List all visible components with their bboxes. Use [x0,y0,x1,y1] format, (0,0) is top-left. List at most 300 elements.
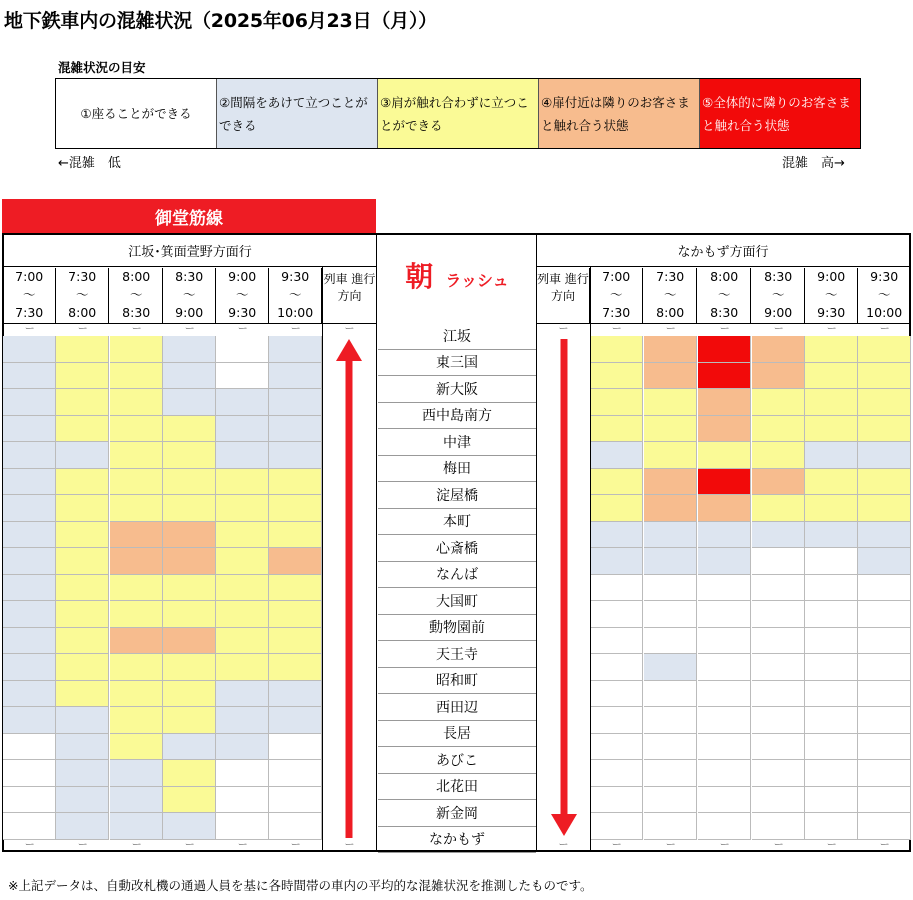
time-slot-header-right: 9:30 ～ 10:00 [858,268,911,324]
congestion-cell-left [110,681,163,708]
congestion-cell-left [269,389,322,416]
station-name: なんば [378,562,536,589]
congestion-cell-right [805,548,858,575]
congestion-cell-right [590,760,643,787]
congestion-cell-right [698,601,751,628]
congestion-cell-left [216,575,269,602]
congestion-cell-left [56,389,109,416]
train-direction-header-right: 列車 進行 方向 [537,268,590,324]
congestion-cell-left [3,522,56,549]
congestion-cell-right [698,336,751,363]
congestion-cell-left [110,363,163,390]
congestion-cell-left [216,734,269,761]
congestion-cell-right [858,734,911,761]
congestion-cell-left [110,628,163,655]
congestion-cell-left [3,760,56,787]
divider [376,233,377,852]
congestion-cell-left [269,575,322,602]
congestion-cell-left [56,442,109,469]
congestion-cell-right [858,654,911,681]
station-name: 西中島南方 [378,403,536,430]
congestion-cell-right [805,681,858,708]
congestion-cell-right [858,760,911,787]
page-title: 地下鉄車内の混雑状況（2025年06月23日（月）） [4,10,438,32]
congestion-cell-right [698,548,751,575]
station-name: 昭和町 [378,668,536,695]
congestion-cell-left [56,760,109,787]
dash-mark: ー [77,840,88,851]
congestion-cell-right [644,760,697,787]
dash-mark: ー [184,324,195,335]
congestion-cell-right [805,654,858,681]
congestion-cell-left [269,734,322,761]
congestion-cell-left [269,495,322,522]
congestion-cell-right [858,469,911,496]
congestion-cell-left [269,707,322,734]
congestion-cell-left [216,601,269,628]
congestion-cell-right [805,363,858,390]
congestion-cell-right [858,442,911,469]
dash-mark: ー [611,840,622,851]
congestion-cell-left [216,654,269,681]
congestion-cell-right [644,389,697,416]
congestion-cell-left [163,707,216,734]
congestion-cell-left [110,416,163,443]
congestion-cell-right [698,469,751,496]
congestion-cell-right [858,522,911,549]
congestion-cell-right [590,363,643,390]
station-name: 大国町 [378,588,536,615]
congestion-cell-right [590,495,643,522]
congestion-cell-right [805,760,858,787]
congestion-cell-right [858,813,911,840]
congestion-cell-right [752,469,805,496]
station-name: 中津 [378,429,536,456]
station-name: 天王寺 [378,641,536,668]
congestion-cell-left [163,442,216,469]
dash-mark: ー [184,840,195,851]
station-name: 新大阪 [378,376,536,403]
congestion-cell-right [858,495,911,522]
station-name: 新金岡 [378,800,536,827]
dash-mark: ー [131,840,142,851]
dash-mark: ー [826,840,837,851]
time-slot-header-right: 7:00 ～ 7:30 [590,268,643,324]
congestion-cell-right [590,575,643,602]
congestion-cell-left [163,469,216,496]
congestion-cell-left [216,469,269,496]
congestion-cell-left [269,442,322,469]
congestion-cell-left [3,681,56,708]
congestion-cell-right [644,813,697,840]
congestion-cell-right [698,734,751,761]
congestion-cell-left [110,389,163,416]
congestion-cell-left [56,363,109,390]
congestion-cell-right [590,813,643,840]
congestion-cell-left [216,787,269,814]
congestion-cell-right [858,575,911,602]
congestion-cell-left [56,495,109,522]
congestion-cell-left [163,522,216,549]
congestion-cell-right [698,442,751,469]
legend-level-2: ②間隔をあけて立つことができる [217,79,378,148]
congestion-cell-right [644,734,697,761]
congestion-cell-right [858,707,911,734]
congestion-cell-right [752,813,805,840]
congestion-cell-right [644,469,697,496]
congestion-cell-right [590,787,643,814]
dash-mark: ー [665,324,676,335]
congestion-cell-left [56,734,109,761]
congestion-cell-right [698,416,751,443]
congestion-cell-left [3,813,56,840]
congestion-cell-left [216,389,269,416]
time-slot-header-right: 8:00 ～ 8:30 [698,268,751,324]
time-slot-header-left: 9:00 ～ 9:30 [216,268,269,324]
congestion-cell-right [644,548,697,575]
dash-mark: ー [344,840,355,851]
congestion-cell-left [163,813,216,840]
congestion-cell-right [805,522,858,549]
congestion-cell-right [752,601,805,628]
congestion-cell-left [56,787,109,814]
congestion-cell-right [858,416,911,443]
congestion-cell-right [752,522,805,549]
congestion-cell-left [269,336,322,363]
dash-mark: ー [879,324,890,335]
congestion-cell-right [752,495,805,522]
congestion-cell-right [858,681,911,708]
congestion-cell-left [163,787,216,814]
time-slot-header-left: 8:00 ～ 8:30 [110,268,163,324]
congestion-cell-right [644,601,697,628]
congestion-cell-left [269,760,322,787]
train-direction-arrow-up [335,339,363,838]
congestion-cell-right [698,389,751,416]
congestion-cell-right [752,654,805,681]
congestion-cell-left [3,628,56,655]
time-slot-header-right: 8:30 ～ 9:00 [752,268,805,324]
congestion-cell-right [644,363,697,390]
congestion-cell-right [805,734,858,761]
congestion-cell-left [269,787,322,814]
station-name: 本町 [378,509,536,536]
congestion-cell-left [269,469,322,496]
congestion-cell-left [56,575,109,602]
congestion-cell-right [590,469,643,496]
dash-mark: ー [665,840,676,851]
congestion-cell-left [216,363,269,390]
congestion-cell-right [644,575,697,602]
congestion-cell-left [110,787,163,814]
dash-mark: ー [131,324,142,335]
congestion-cell-right [858,628,911,655]
congestion-cell-left [163,575,216,602]
congestion-cell-left [56,707,109,734]
congestion-cell-left [269,813,322,840]
congestion-cell-left [163,389,216,416]
congestion-cell-left [3,601,56,628]
congestion-cell-right [590,707,643,734]
congestion-cell-right [805,813,858,840]
congestion-cell-left [163,336,216,363]
dash-mark: ー [879,840,890,851]
congestion-cell-left [216,548,269,575]
congestion-cell-left [56,628,109,655]
congestion-cell-left [56,548,109,575]
congestion-cell-right [752,442,805,469]
congestion-cell-right [698,575,751,602]
train-direction-header-left: 列車 進行 方向 [323,272,376,303]
congestion-cell-left [269,548,322,575]
dash-mark: ー [719,840,730,851]
congestion-cell-left [3,469,56,496]
congestion-cell-left [56,654,109,681]
congestion-cell-left [110,575,163,602]
congestion-cell-left [3,787,56,814]
time-slot-header-left: 7:30 ～ 8:00 [56,268,109,324]
congestion-cell-right [858,548,911,575]
congestion-cell-right [698,813,751,840]
congestion-cell-left [269,628,322,655]
congestion-cell-left [216,707,269,734]
rush-label [378,255,536,299]
congestion-cell-left [163,416,216,443]
congestion-cell-right [590,389,643,416]
station-name: 江坂 [378,323,536,350]
congestion-cell-right [752,416,805,443]
congestion-cell-right [698,681,751,708]
rush-sub: ラッシュ [445,271,509,290]
congestion-cell-left [110,495,163,522]
congestion-cell-left [110,813,163,840]
congestion-cell-right [752,734,805,761]
congestion-cell-right [752,787,805,814]
congestion-cell-right [805,575,858,602]
congestion-cell-right [805,787,858,814]
congestion-cell-left [3,363,56,390]
dash-mark: ー [773,840,784,851]
congestion-cell-right [644,681,697,708]
congestion-cell-left [3,336,56,363]
congestion-cell-right [590,628,643,655]
congestion-cell-right [858,336,911,363]
congestion-cell-right [752,760,805,787]
divider [536,233,537,852]
congestion-cell-left [216,522,269,549]
congestion-cell-right [644,522,697,549]
congestion-cell-right [644,442,697,469]
congestion-cell-right [644,495,697,522]
congestion-cell-right [752,681,805,708]
congestion-cell-left [163,734,216,761]
station-name: なかもず [378,827,536,854]
congestion-cell-right [698,707,751,734]
congestion-cell-left [163,548,216,575]
legend-level-1: ①座ることができる [56,79,217,148]
dash-mark: ー [719,324,730,335]
congestion-cell-right [698,495,751,522]
congestion-cell-left [3,654,56,681]
station-name: あびこ [378,747,536,774]
congestion-cell-left [216,495,269,522]
congestion-cell-right [805,707,858,734]
congestion-cell-right [644,416,697,443]
congestion-cell-right [644,654,697,681]
congestion-cell-left [56,336,109,363]
congestion-cell-left [269,416,322,443]
congestion-cell-right [752,707,805,734]
congestion-cell-right [644,336,697,363]
congestion-cell-right [858,787,911,814]
legend-high-label: 混雑 高→ [782,156,845,171]
congestion-cell-left [163,760,216,787]
congestion-cell-left [3,416,56,443]
time-slot-header-right: 9:00 ～ 9:30 [805,268,858,324]
station-name: 淀屋橋 [378,482,536,509]
congestion-cell-left [163,601,216,628]
congestion-cell-left [56,681,109,708]
dash-mark: ー [344,324,355,335]
time-slot-header-left: 9:30 ～ 10:00 [269,268,322,324]
congestion-cell-right [805,495,858,522]
congestion-legend [55,78,861,149]
congestion-cell-left [110,760,163,787]
congestion-cell-left [216,813,269,840]
station-name: 北花田 [378,774,536,801]
congestion-cell-left [3,495,56,522]
congestion-cell-left [110,601,163,628]
congestion-cell-right [805,442,858,469]
direction-right-header: なかもず方面行 [537,235,909,267]
congestion-cell-left [110,548,163,575]
dash-mark: ー [237,324,248,335]
congestion-cell-right [752,575,805,602]
congestion-cell-right [805,336,858,363]
divider [322,267,323,852]
congestion-cell-left [216,681,269,708]
direction-left-header: 江坂･箕面萱野方面行 [4,235,376,267]
congestion-cell-left [110,336,163,363]
legend-level-5: ⑤全体的に隣りのお客さまと触れ合う状態 [700,79,860,148]
congestion-cell-left [110,734,163,761]
congestion-cell-right [698,628,751,655]
congestion-cell-right [590,601,643,628]
congestion-cell-right [752,628,805,655]
congestion-cell-left [216,336,269,363]
legend-heading: 混雑状況の目安 [58,60,146,75]
congestion-cell-right [590,548,643,575]
footnote: ※上記データは、自動改札機の通過人員を基に各時間帯の車内の平均的な混雑状況を推測したものです。 [8,878,593,893]
congestion-cell-right [805,416,858,443]
dash-mark: ー [24,840,35,851]
congestion-cell-left [3,442,56,469]
congestion-cell-left [269,654,322,681]
congestion-cell-right [644,707,697,734]
congestion-cell-right [858,389,911,416]
congestion-cell-right [752,336,805,363]
congestion-cell-right [805,628,858,655]
congestion-cell-left [216,442,269,469]
congestion-cell-left [3,707,56,734]
congestion-cell-left [56,813,109,840]
congestion-cell-right [644,628,697,655]
congestion-cell-left [3,734,56,761]
congestion-cell-left [3,548,56,575]
legend-level-3: ③肩が触れ合わずに立つことができる [378,79,539,148]
congestion-cell-left [163,628,216,655]
congestion-cell-right [698,787,751,814]
congestion-cell-left [110,707,163,734]
dash-mark: ー [558,840,569,851]
time-slot-header-left: 8:30 ～ 9:00 [163,268,216,324]
legend-low-label: ←混雑 低 [58,156,121,171]
congestion-cell-right [698,654,751,681]
congestion-cell-right [805,601,858,628]
legend-level-4: ④扉付近は隣りのお客さまと触れ合う状態 [539,79,700,148]
congestion-cell-right [590,522,643,549]
station-name: 東三国 [378,350,536,377]
station-name: 心斎橋 [378,535,536,562]
congestion-cell-right [590,681,643,708]
congestion-cell-left [269,681,322,708]
congestion-cell-left [110,522,163,549]
congestion-cell-left [56,469,109,496]
congestion-cell-right [698,363,751,390]
time-slot-header-left: 7:00 ～ 7:30 [3,268,56,324]
congestion-cell-left [163,681,216,708]
station-name: 長居 [378,721,536,748]
congestion-cell-left [216,628,269,655]
station-name: 西田辺 [378,694,536,721]
congestion-cell-right [805,469,858,496]
dash-mark: ー [24,324,35,335]
divider [4,323,376,324]
congestion-cell-left [216,416,269,443]
congestion-cell-right [858,363,911,390]
congestion-cell-right [805,389,858,416]
dash-mark: ー [611,324,622,335]
station-name: 梅田 [378,456,536,483]
congestion-cell-right [590,654,643,681]
divider [590,267,591,852]
dash-mark: ー [290,840,301,851]
congestion-cell-right [590,416,643,443]
rush-main: 朝 [405,260,434,293]
dash-mark: ー [826,324,837,335]
dash-mark: ー [773,324,784,335]
line-name-tab: 御堂筋線 [2,199,376,233]
divider [537,323,909,324]
congestion-cell-left [110,469,163,496]
congestion-cell-left [56,522,109,549]
congestion-cell-right [752,389,805,416]
congestion-cell-right [590,442,643,469]
congestion-cell-left [269,601,322,628]
congestion-cell-left [163,363,216,390]
dash-mark: ー [237,840,248,851]
congestion-cell-left [163,495,216,522]
dash-mark: ー [77,324,88,335]
congestion-cell-left [216,760,269,787]
train-direction-arrow-down [550,339,578,836]
time-slot-header-right: 7:30 ～ 8:00 [644,268,697,324]
station-name: 動物園前 [378,615,536,642]
dash-mark: ー [558,324,569,335]
congestion-cell-right [590,734,643,761]
congestion-cell-left [110,442,163,469]
congestion-cell-right [752,548,805,575]
